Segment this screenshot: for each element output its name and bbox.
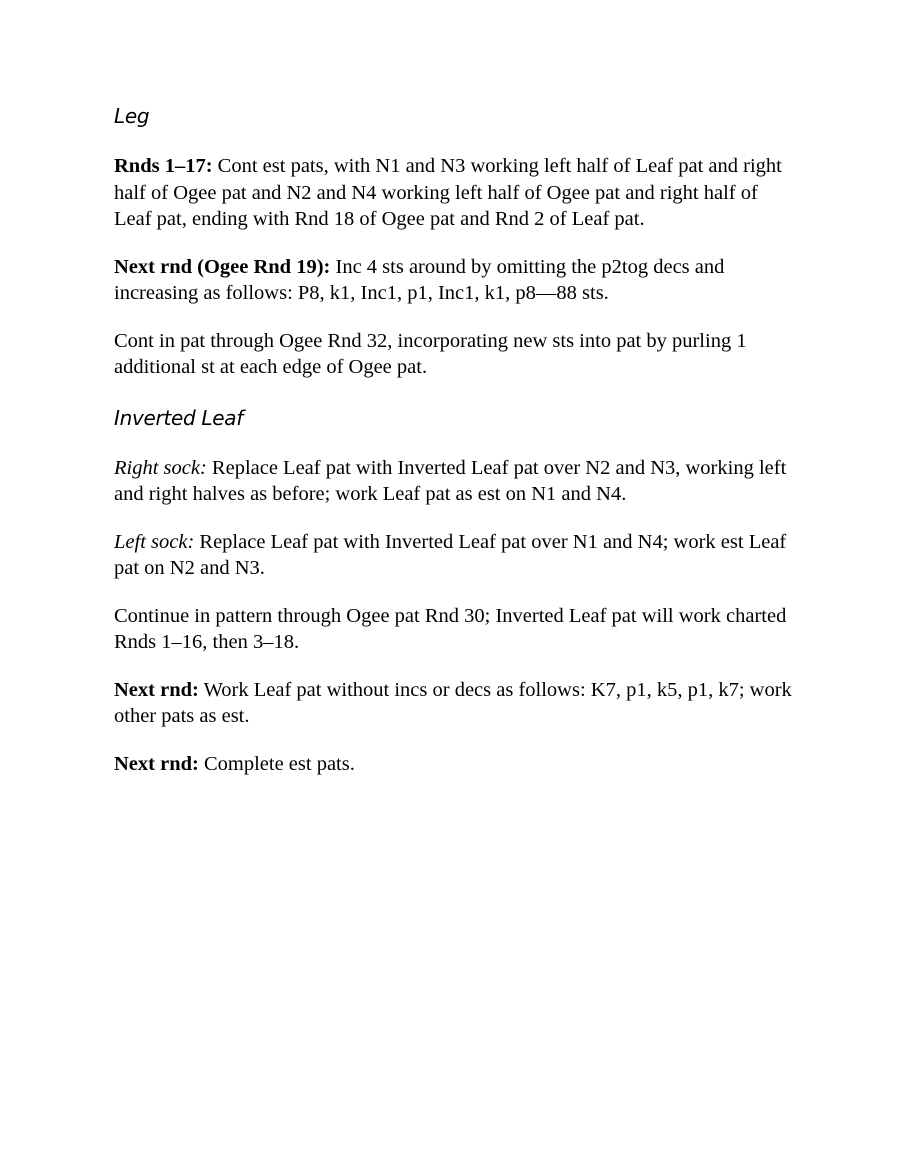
paragraph-next-rnd-ogee-19 bbox=[114, 254, 794, 307]
paragraph-cont-ogee-32: Cont in pat through Ogee Rnd 32, incorporating new sts into pat by purling 1 additional st at each edge of Ogee pat. bbox=[114, 329, 747, 378]
paragraph-next-rnd-complete bbox=[114, 751, 794, 778]
section-heading-leg: Leg bbox=[114, 104, 150, 128]
paragraph-body: Work Leaf pat without incs or decs as follows: K7, p1, k5, p1, k7; work other pats as est. bbox=[114, 678, 792, 727]
paragraph-left-sock bbox=[114, 529, 794, 582]
paragraph-lead: Next rnd: bbox=[114, 752, 199, 775]
paragraph-body: Replace Leaf pat with Inverted Leaf pat over N2 and N3, working left and right halves as before; work Leaf pat as est on N1 and N4. bbox=[114, 456, 787, 505]
paragraph-body: Cont est pats, with N1 and N3 working left half of Leaf pat and right half of Ogee pat and N2 and N4 working left half of Ogee pat and right half of Leaf pat, ending with Rnd 18 of Ogee pat and Rnd 2 of Leaf pat. bbox=[114, 155, 782, 230]
paragraph-rnds-1-17 bbox=[114, 153, 794, 233]
paragraph-continue-ogee-30: Continue in pattern through Ogee pat Rnd 30; Inverted Leaf pat will work charted Rnds 1–16, then 3–18. bbox=[114, 604, 787, 653]
paragraph-right-sock bbox=[114, 455, 794, 508]
document-page bbox=[114, 100, 794, 777]
paragraph-lead: Next rnd (Ogee Rnd 19): bbox=[114, 255, 331, 278]
section-heading-inverted-leaf: Inverted Leaf bbox=[114, 405, 243, 430]
paragraph-body: Replace Leaf pat with Inverted Leaf pat over N1 and N4; work est Leaf pat on N2 and N3. bbox=[114, 530, 787, 579]
paragraph-lead: Right sock: bbox=[114, 456, 207, 479]
paragraph-lead: Next rnd: bbox=[114, 678, 199, 701]
paragraph-lead: Left sock: bbox=[114, 530, 195, 553]
paragraph-body: Inc 4 sts around by omitting the p2tog decs and increasing as follows: P8, k1, Inc1, p1, Inc1, k1, p8—88 sts. bbox=[114, 255, 725, 304]
paragraph-lead: Rnds 1–17: bbox=[114, 155, 213, 177]
paragraph-next-rnd-work-leaf bbox=[114, 677, 794, 730]
paragraph-body: Complete est pats. bbox=[198, 752, 355, 775]
